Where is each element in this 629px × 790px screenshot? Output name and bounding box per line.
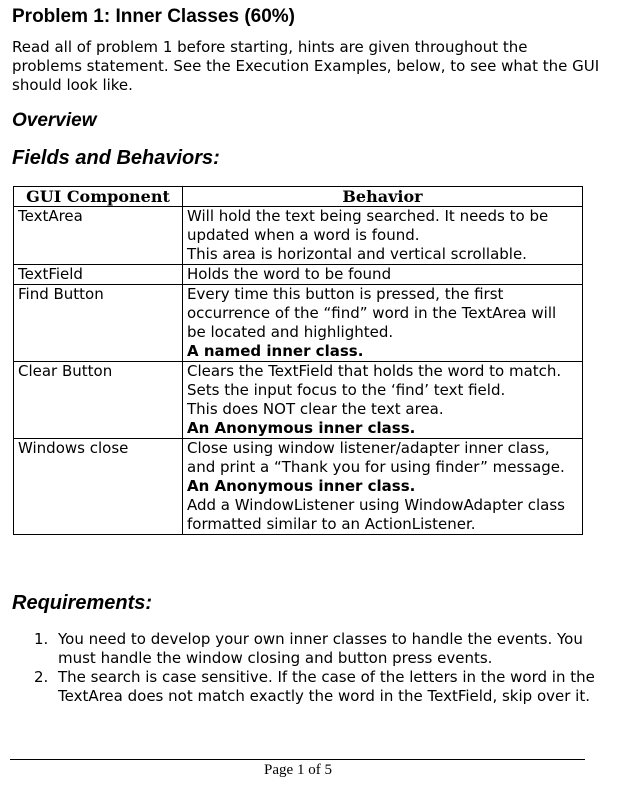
intro-paragraph: Read all of problem 1 before starting, hints are given throughout the problems statement. See the Execution Examples, below, to see what the GUI should look like. [12, 38, 600, 94]
gui-component-cell: Clear Button [14, 362, 183, 439]
inner-class-type-note: An Anonymous inner class. [187, 477, 416, 495]
table-row [14, 439, 583, 535]
table-row [14, 207, 583, 265]
requirement-text: You need to develop your own inner classes to handle the events. You must handle the window closing and button press events. [58, 630, 583, 667]
table-row [14, 285, 583, 362]
behavior-text: This does NOT clear the text area. [187, 400, 444, 418]
behavior-cell [183, 362, 583, 439]
table-header-row [14, 187, 583, 207]
gui-behavior-table [13, 186, 583, 535]
gui-component-cell: TextArea [14, 207, 183, 265]
table-row [14, 265, 583, 285]
behavior-text: Every time this button is pressed, the first occurrence of the “find” word in the TextArea will be located and highlighted. [187, 285, 557, 341]
behavior-text: Add a WindowListener using WindowAdapter class formatted similar to an ActionListener. [187, 496, 565, 533]
header-gui-component: GUI Component [14, 187, 183, 207]
requirements-heading: Requirements: [12, 592, 153, 614]
requirement-item [12, 630, 602, 668]
problem-title: Problem 1: Inner Classes (60%) [12, 6, 295, 27]
header-behavior: Behavior [183, 187, 583, 207]
behavior-text: Close using window listener/adapter inner class, and print a “Thank you for using finder” message. [187, 439, 565, 476]
requirement-number: 1. [34, 630, 49, 648]
inner-class-type-note: An Anonymous inner class. [187, 419, 416, 437]
behavior-cell [183, 207, 583, 265]
gui-component-cell: Windows close [14, 439, 183, 535]
behavior-text: Will hold the text being searched. It needs to be updated when a word is found. [187, 207, 549, 244]
gui-component-cell: TextField [14, 265, 183, 285]
page-footer: Page 1 of 5 [264, 762, 332, 778]
fields-behaviors-heading: Fields and Behaviors: [12, 147, 220, 169]
behavior-text: This area is horizontal and vertical scrollable. [187, 245, 527, 263]
behavior-cell [183, 265, 583, 285]
requirement-number: 2. [34, 668, 49, 686]
behavior-cell [183, 439, 583, 535]
requirement-item [12, 668, 602, 706]
requirement-text: The search is case sensitive. If the case of the letters in the word in the TextArea does not match exactly the word in the TextField, skip over it. [58, 668, 595, 705]
behavior-cell [183, 285, 583, 362]
behavior-text: Holds the word to be found [187, 265, 392, 283]
gui-component-cell: Find Button [14, 285, 183, 362]
inner-class-type-note: A named inner class. [187, 342, 364, 360]
requirements-list [12, 630, 602, 706]
table-row [14, 362, 583, 439]
overview-heading: Overview [12, 110, 97, 131]
footer-divider [10, 759, 585, 760]
behavior-text: Clears the TextField that holds the word to match. [187, 362, 562, 380]
behavior-text: Sets the input focus to the ‘find’ text field. [187, 381, 506, 399]
table-body [14, 207, 583, 535]
